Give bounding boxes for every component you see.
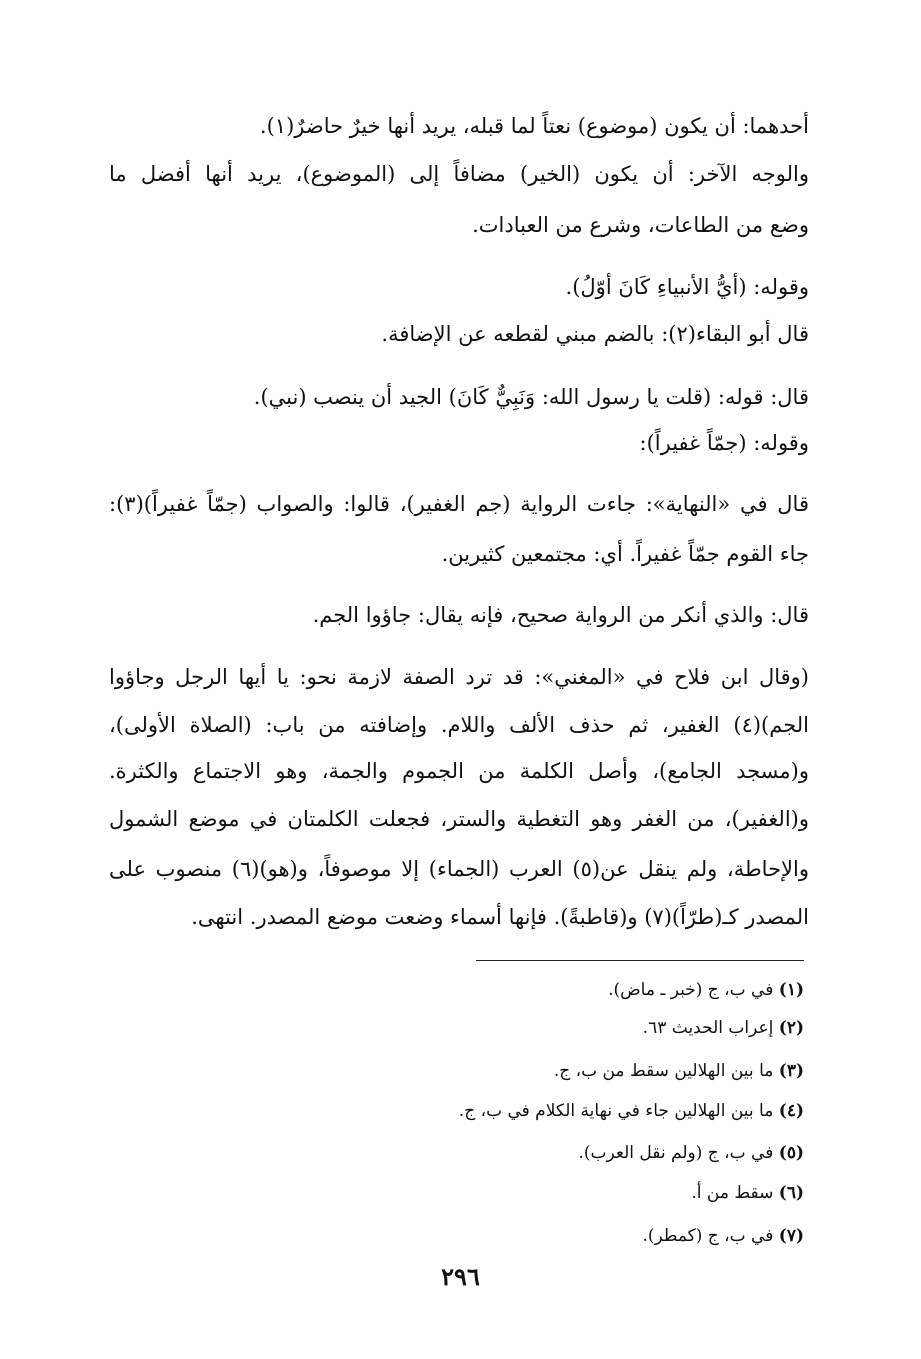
body-line-7: وقوله: (جمّاً غفيراً):: [639, 431, 809, 455]
footnote-text: ما بين الهلالين سقط من ب، ج.: [553, 1061, 774, 1081]
footnote-text: ما بين الهلالين جاء في نهاية الكلام في ب، ج.: [458, 1101, 774, 1121]
footnote-text: إعراب الحديث ٦٣.: [642, 1018, 774, 1038]
body-line-6: قال: قوله: (قلت يا رسول الله: وَنَبِيٌّ كَانَ) الجيد أن ينصب (نبي).: [253, 385, 809, 409]
footnote-text: سقط من أ.: [691, 1183, 774, 1203]
footnote-divider: [476, 960, 804, 961]
footnote-text: في ب، ج (كمطر).: [642, 1226, 774, 1246]
footnote-7: [642, 1224, 804, 1248]
footnote-4: [459, 1099, 804, 1123]
footnote-3: [554, 1059, 804, 1083]
footnote-number: (٧): [778, 1226, 804, 1246]
body-line-3: وضع من الطاعات، وشرع من العبادات.: [472, 213, 809, 237]
body-line-13: و(مسجد الجامع)، وأصل الكلمة من الجموم والجمة، وهو الاجتماع والكثرة.: [109, 759, 809, 783]
body-line-16: المصدر كـ(طرّاً)(٧) و(قاطبةً). فإنها أسماء وضعت موضع المصدر. انتهى.: [191, 905, 809, 929]
footnote-number: (٥): [778, 1143, 804, 1163]
body-line-2: والوجه الآخر: أن يكون (الخير) مضافاً إلى (الموضوع)، يريد أنها أفضل ما: [109, 162, 809, 186]
footnote-number: (٦): [778, 1183, 804, 1203]
body-line-8: قال في «النهاية»: جاءت الرواية (جم الغفير)، قالوا: والصواب (جمّاً غفيراً)(٣):: [109, 492, 809, 516]
footnote-number: (١): [778, 980, 804, 1000]
footnote-number: (٣): [778, 1061, 804, 1081]
body-line-12: الجم)(٤) الغفير، ثم حذف الألف واللام. وإضافته من باب: (الصلاة الأولى)،: [109, 713, 809, 737]
footnote-1: [608, 978, 804, 1002]
body-line-11: (وقال ابن فلاح في «المغني»: قد ترد الصفة لازمة نحو: يا أيها الرجل وجاؤوا: [109, 665, 809, 689]
footnote-number: (٤): [778, 1101, 804, 1121]
body-line-9: جاء القوم جمّاً غفيراً. أي: مجتمعين كثيرين.: [441, 542, 809, 566]
body-line-15: والإحاطة، ولم ينقل عن(٥) العرب (الجماء) إلا موصوفاً، و(هو)(٦) منصوب على: [109, 857, 809, 881]
body-line-4: وقوله: (أيُّ الأنبياءِ كَانَ أوّلُ).: [565, 275, 809, 299]
footnote-text: في ب، ج (خبر ـ ماض).: [608, 980, 774, 1000]
body-line-10: قال: والذي أنكر من الرواية صحيح، فإنه يقال: جاؤوا الجم.: [312, 603, 809, 627]
footnote-number: (٢): [778, 1018, 804, 1038]
page-number: ٢٩٦: [441, 1262, 480, 1291]
body-line-5: قال أبو البقاء(٢): بالضم مبني لقطعه عن الإضافة.: [381, 322, 809, 346]
body-line-1: أحدهما: أن يكون (موضوع) نعتاً لما قبله، يريد أنها خيرٌ حاضرٌ(١).: [259, 114, 809, 138]
footnote-2: [643, 1016, 804, 1040]
footnote-6: [691, 1181, 804, 1205]
footnote-5: [579, 1141, 805, 1165]
body-line-14: و(الغفير)، من الغفر وهو التغطية والستر، فجعلت الكلمتان في موضع الشمول: [109, 807, 809, 831]
footnote-text: في ب، ج (ولم نقل العرب).: [578, 1143, 774, 1163]
